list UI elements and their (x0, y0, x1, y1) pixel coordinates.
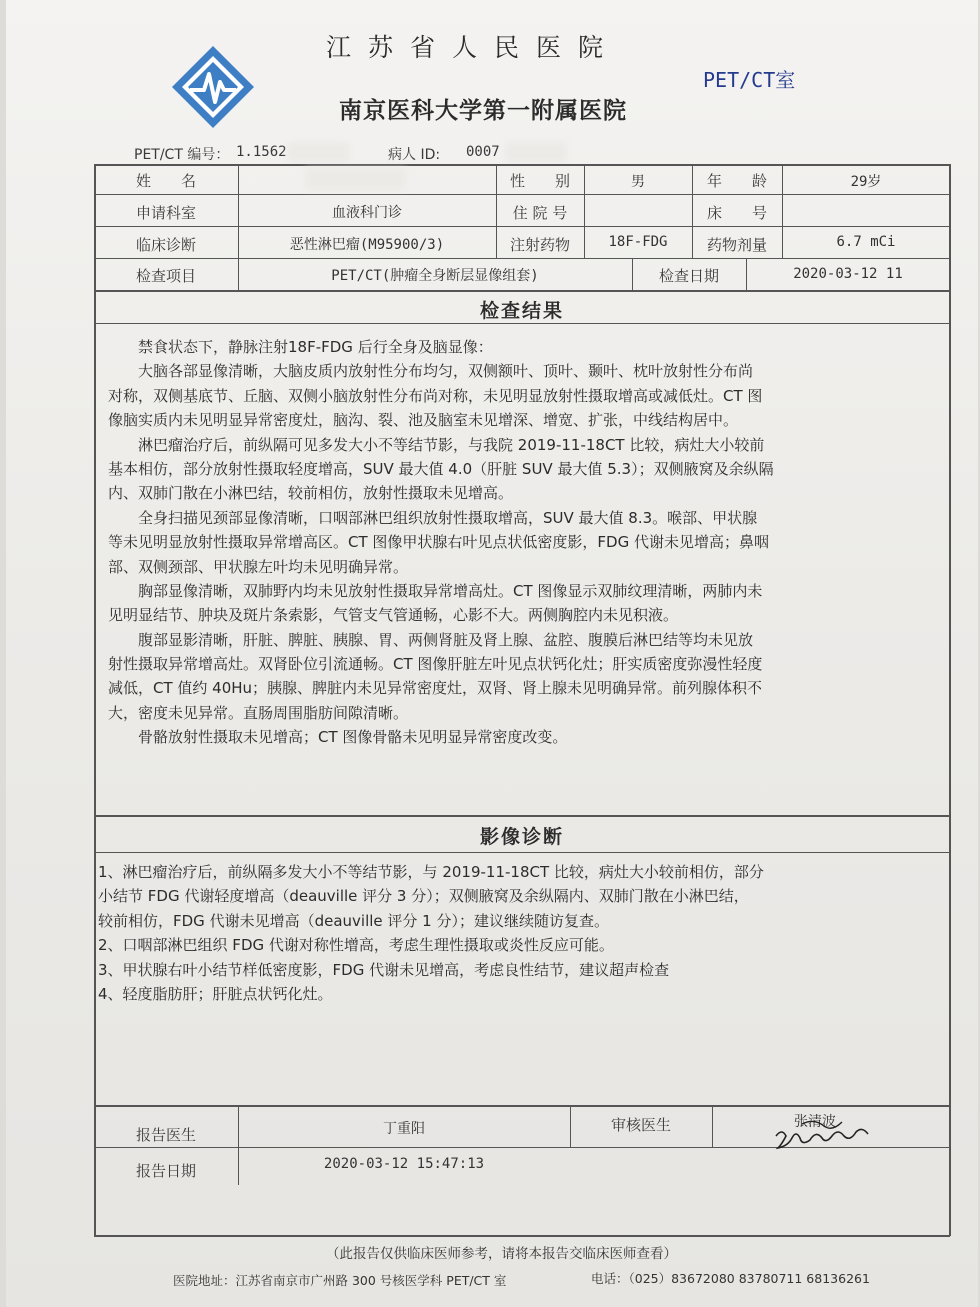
footer-phone: 电话：（025）83672080 83780711 68136261 (591, 1271, 870, 1286)
findings-line: 射性摄取异常增高灶。双肾卧位引流通畅。CT 图像肝脏左叶见点状钙化灶；肝实质密度弥漫性轻度 (108, 655, 763, 674)
hospital-name-secondary: 南京医科大学第一附属医院 (339, 98, 627, 124)
patient-id-value: 0007 (466, 144, 500, 160)
hospital-name-primary: 江苏省人民医院 (326, 33, 621, 62)
drug-dose-label: 药物剂量 (706, 236, 767, 254)
sex-label: 性 别 (509, 172, 570, 190)
age-label: 年 龄 (706, 172, 767, 190)
findings-title: 检查结果 (479, 300, 564, 322)
impression-line: 较前相仿，FDG 代谢未见增高（deauville 评分 1 分）；建议继续随访复查。 (98, 911, 609, 930)
footer-note: （此报告仅供临床医师参考，请将本报告交临床医师查看） (326, 1246, 677, 1262)
findings-line: 骨骼放射性摄取未见增高；CT 图像骨骼未见明显异常密度改变。 (108, 728, 568, 747)
findings-line: 大，密度未见异常。直肠周围脂肪间隙清晰。 (108, 703, 409, 722)
findings-line: 等未见明显放射性摄取异常增高区。CT 图像甲状腺右叶见点状低密度影，FDG 代谢未见增高；鼻咽 (108, 533, 769, 552)
injected-drug-label: 注射药物 (509, 236, 570, 254)
exam-date-value: 2020-03-12 11 (793, 266, 903, 282)
reviewer-value: 张清波 (794, 1114, 836, 1130)
findings-line: 淋巴瘤治疗后，前纵隔可见多发大小不等结节影，与我院 2019-11-18CT 比较，病灶大小较前 (108, 435, 765, 454)
redaction-blur (288, 142, 348, 162)
impression-line: 2、口咽部淋巴组织 FDG 代谢对称性增高，考虑生理性摄取或炎性反应可能。 (98, 936, 614, 955)
findings-line: 部、双侧颈部、甲状腺左叶均未见明确异常。 (108, 557, 409, 576)
exam-item-value: PET/CT(肿瘤全身断层显像组套) (331, 268, 539, 284)
report-date-label: 报告日期 (135, 1162, 196, 1180)
department-name: PET/CT室 (703, 68, 796, 92)
reviewer-label: 审核医生 (610, 1116, 671, 1134)
injected-drug-value: 18F-FDG (608, 234, 668, 250)
impression-title: 影像诊断 (479, 826, 564, 848)
findings-line: 对称，双侧基底节、丘脑、双侧小脑放射性分布尚对称，未见明显放射性摄取增高或减低灶。CT 图 (108, 386, 763, 405)
redaction-blur (306, 168, 406, 190)
hospital-logo-icon (170, 44, 256, 130)
findings-body (108, 335, 774, 750)
findings-line: 全身扫描见颈部显像清晰，口咽部淋巴组织放射性摄取增高，SUV 最大值 8.3。喉部、甲状腺 (108, 508, 758, 527)
redaction-blur (506, 142, 566, 162)
findings-line: 像脑实质内未见明显异常密度灶，脑沟、裂、池及脑室未见增深、增宽、扩张，中线结构居中。 (108, 411, 739, 430)
findings-line: 禁食状态下，静脉注射18F-FDG 后行全身及脑显像： (108, 338, 493, 356)
patient-id-label: 病人 ID: (388, 147, 441, 163)
sex-value: 男 (631, 174, 645, 190)
report-doctor-value: 丁重阳 (383, 1121, 425, 1137)
report-paper (6, 0, 978, 1307)
name-label: 姓 名 (135, 172, 196, 190)
findings-line: 见明显结节、肿块及斑片条索影，气管支气管通畅，心影不大。两侧胸腔内未见积液。 (108, 606, 679, 625)
reviewer-signature-icon (772, 1110, 892, 1156)
footer-address: 医院地址：江苏省南京市广州路 300 号核医学科 PET/CT 室 (173, 1273, 507, 1288)
age-value: 29岁 (850, 174, 882, 190)
petct-number-value: 1.1562 (236, 144, 287, 160)
findings-line: 内、双肺门散在小淋巴结，较前相仿，放射性摄取未见增高。 (108, 484, 514, 503)
findings-line: 减低，CT 值约 40Hu；胰腺、脾脏内未见异常密度灶，双肾、肾上腺未见明确异常。前列腺体积不 (108, 679, 763, 698)
department-value: 血液科门诊 (332, 205, 402, 221)
exam-item-label: 检查项目 (135, 267, 196, 285)
impression-line: 4、轻度脂肪肝；肝脏点状钙化灶。 (98, 985, 333, 1004)
petct-number-label: PET/CT 编号： (134, 147, 230, 163)
department-label: 申请科室 (135, 204, 196, 222)
impression-line: 3、甲状腺右叶小结节样低密度影，FDG 代谢未见增高，考虑良性结节，建议超声检查 (98, 960, 670, 979)
findings-line: 大脑各部显像清晰，大脑皮质内放射性分布均匀，双侧额叶、顶叶、颞叶、枕叶放射性分布尚 (108, 362, 754, 381)
exam-date-label: 检查日期 (658, 267, 719, 285)
impression-body (98, 860, 764, 1006)
bed-no-label: 床 号 (706, 204, 767, 222)
drug-dose-value: 6.7 mCi (836, 234, 896, 250)
findings-line: 胸部显像清晰，双肺野内均未见放射性摄取异常增高灶。CT 图像显示双肺纹理清晰，两肺内未 (108, 581, 763, 600)
findings-line: 腹部显影清晰，肝脏、脾脏、胰腺、胃、两侧肾脏及肾上腺、盆腔、腹膜后淋巴结等均未见放 (108, 630, 754, 649)
report-doctor-label: 报告医生 (135, 1126, 196, 1144)
impression-line: 小结节 FDG 代谢轻度增高（deauville 评分 3 分）；双侧腋窝及余纵隔内、双肺门散在小淋巴结， (98, 887, 749, 906)
clinical-diagnosis-label: 临床诊断 (135, 236, 196, 254)
findings-line: 基本相仿，部分放射性摄取轻度增高，SUV 最大值 4.0（肝脏 SUV 最大值 5.3）；双侧腋窝及余纵隔 (108, 459, 774, 478)
impression-line: 1、淋巴瘤治疗后，前纵隔多发大小不等结节影，与 2019-11-18CT 比较，病灶大小较前相仿，部分 (98, 863, 764, 881)
report-date-value: 2020-03-12 15:47:13 (323, 1156, 485, 1172)
clinical-diagnosis-value: 恶性淋巴瘤(M95900/3) (289, 237, 445, 253)
inpatient-no-label: 住 院 号 (512, 204, 568, 222)
